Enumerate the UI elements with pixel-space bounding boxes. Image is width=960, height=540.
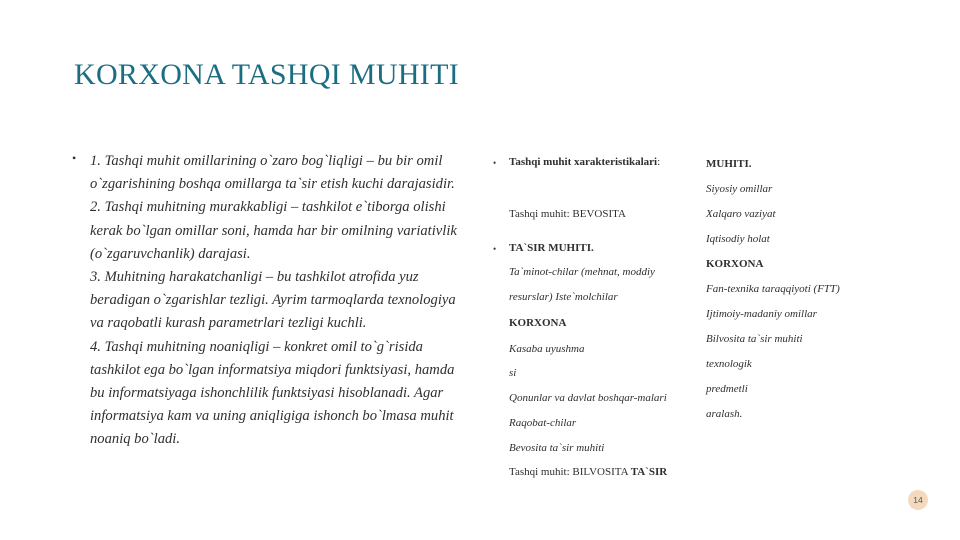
bullet-icon: •	[493, 244, 497, 254]
bullet-icon: •	[72, 151, 77, 165]
paragraph-interdependence: 1. Tashqi muhit omillarining o`zaro bog`liqligi – bu bir omil o`zgarishining boshqa omillarga ta`sir etish kuchi darajasidir.	[90, 153, 455, 193]
paragraph-mobility: 3. Muhitning harakatchanligi – bu tashkilot atrofida yuz beradigan o`zgarishlar tezligi. Ayrim tarmoqlarda texnologiya va raqobatli kurash parametrlari tezligi kuchli.	[90, 269, 456, 332]
direct-impact-heading: TA`SIR MUHITI.	[509, 242, 594, 254]
list-item: Ta`minot-chilar (mehnat, moddiy	[509, 266, 655, 278]
indirect-environment-label: Tashqi muhit: BILVOSITA TA`SIR	[509, 466, 668, 478]
company-label: KORXONA	[509, 317, 567, 329]
list-item: resurslar) Iste`molchilar	[509, 291, 618, 303]
list-item: Qonunlar va davlat boshqar-malari	[509, 392, 667, 404]
list-item: Raqobat-chilar	[509, 417, 577, 429]
characteristics-heading: Tashqi muhit xarakteristikalari:	[509, 156, 661, 168]
list-item: predmetli	[706, 383, 748, 395]
bullet-icon: •	[493, 158, 497, 168]
paragraph-uncertainty: 4. Tashqi muhitning noaniqligi – konkret omil to`g`risida tashkilot ega bo`lgan informatsiya miqdori funktsiyasi, hamda bu informatsiyaga ishonchlilik funktsiyasi hisoblanadi. Agar informatsiya kam va uning aniqligiga ishonch bo`lmasa muhit noaniq bo`ladi.	[90, 338, 455, 448]
slide-title: KORXONA TASHQI MUHITI	[74, 58, 460, 91]
list-item: Ijtimoiy-madaniy omillar	[706, 308, 817, 320]
list-item: aralash.	[706, 408, 743, 420]
paragraph-complexity: 2. Tashqi muhitning murakkabligi – tashkilot e`tiborga olishi kerak bo`lgan omillar soni, hamda har bir omilning variativlik (o`zgaruvchanlik) darajasi.	[90, 199, 457, 262]
list-item: texnologik	[706, 358, 752, 370]
list-item: Iqtisodiy holat	[706, 233, 770, 245]
page-number-badge: 14	[908, 490, 928, 510]
direct-environment-label: Tashqi muhit: BEVOSITA	[509, 208, 626, 220]
left-text-column	[72, 150, 472, 452]
list-item: Xalqaro vaziyat	[706, 208, 776, 220]
list-item: Siyosiy omillar	[706, 183, 773, 195]
list-item: Fan-texnika taraqqiyoti (FTT)	[706, 283, 840, 295]
company-label: KORXONA	[706, 258, 764, 270]
list-item: si	[509, 367, 517, 379]
indirect-impact-heading: MUHITI.	[706, 158, 752, 170]
list-item: Kasaba uyushma	[509, 343, 585, 355]
list-item: Bilvosita ta`sir muhiti	[706, 333, 803, 345]
list-item: Bevosita ta`sir muhiti	[509, 442, 605, 454]
